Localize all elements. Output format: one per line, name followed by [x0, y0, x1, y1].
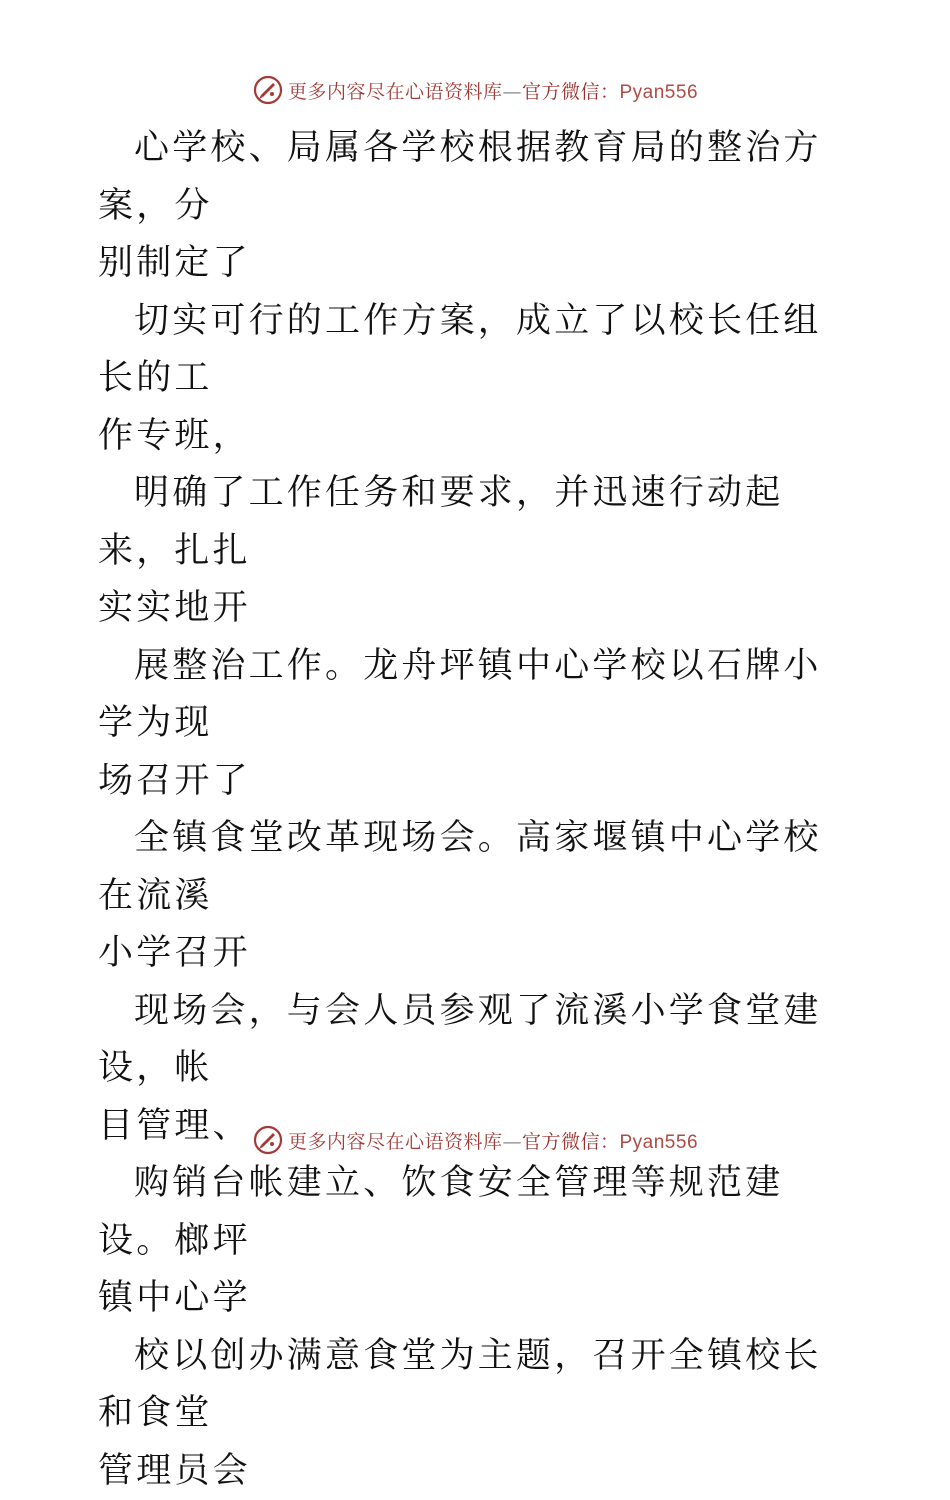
banner-text — [288, 1127, 698, 1154]
paragraph — [98, 293, 858, 466]
document-body — [98, 120, 858, 1500]
paragraph — [98, 1328, 858, 1500]
paragraph-line: 目管理、 — [98, 1106, 251, 1146]
paragraph — [98, 638, 858, 811]
paragraph — [98, 1155, 858, 1328]
paragraph-line: 展整治工作。龙舟坪镇中心学校以石牌小学为现 — [98, 646, 822, 744]
paragraph-line: 全镇食堂改革现场会。高家堰镇中心学校在流溪 — [98, 818, 822, 916]
banner-wechat-id: Pyan556 — [620, 1132, 699, 1153]
banner-text — [288, 77, 698, 104]
paragraph — [98, 465, 858, 638]
paragraph-line: 校以创办满意食堂为主题，召开全镇校长和食堂 — [98, 1336, 822, 1434]
paragraph-line: 镇中心学 — [98, 1278, 251, 1318]
brand-logo-icon — [252, 74, 284, 106]
paragraph-line: 场召开了 — [98, 761, 251, 801]
paragraph-line: 实实地开 — [98, 588, 251, 628]
brand-logo-icon — [252, 1124, 284, 1156]
banner-separator: — — [502, 81, 522, 103]
paragraph-line: 作专班， — [98, 416, 251, 456]
banner-wechat-label: 官方微信： — [522, 81, 620, 103]
paragraph-line: 小学召开 — [98, 933, 251, 973]
paragraph-line: 管理员会 — [98, 1451, 251, 1491]
paragraph-line: 现场会，与会人员参观了流溪小学食堂建设，帐 — [98, 991, 822, 1089]
paragraph-line: 心学校、局属各学校根据教育局的整治方案，分 — [98, 128, 822, 226]
footer-banner — [0, 1120, 950, 1160]
banner-main-text: 更多内容尽在心语资料库 — [288, 81, 503, 103]
header-banner — [0, 70, 950, 110]
paragraph-line: 购销台帐建立、饮食安全管理等规范建设。榔坪 — [98, 1163, 783, 1261]
paragraph-line: 明确了工作任务和要求，并迅速行动起来，扎扎 — [98, 473, 783, 571]
paragraph — [98, 810, 858, 983]
banner-wechat-id: Pyan556 — [620, 82, 699, 103]
paragraph-line: 别制定了 — [98, 243, 251, 283]
banner-wechat-label: 官方微信： — [522, 1131, 620, 1153]
banner-main-text: 更多内容尽在心语资料库 — [288, 1131, 503, 1153]
paragraph-line: 切实可行的工作方案，成立了以校长任组长的工 — [98, 301, 822, 399]
banner-separator: — — [502, 1131, 522, 1153]
paragraph — [98, 120, 858, 293]
